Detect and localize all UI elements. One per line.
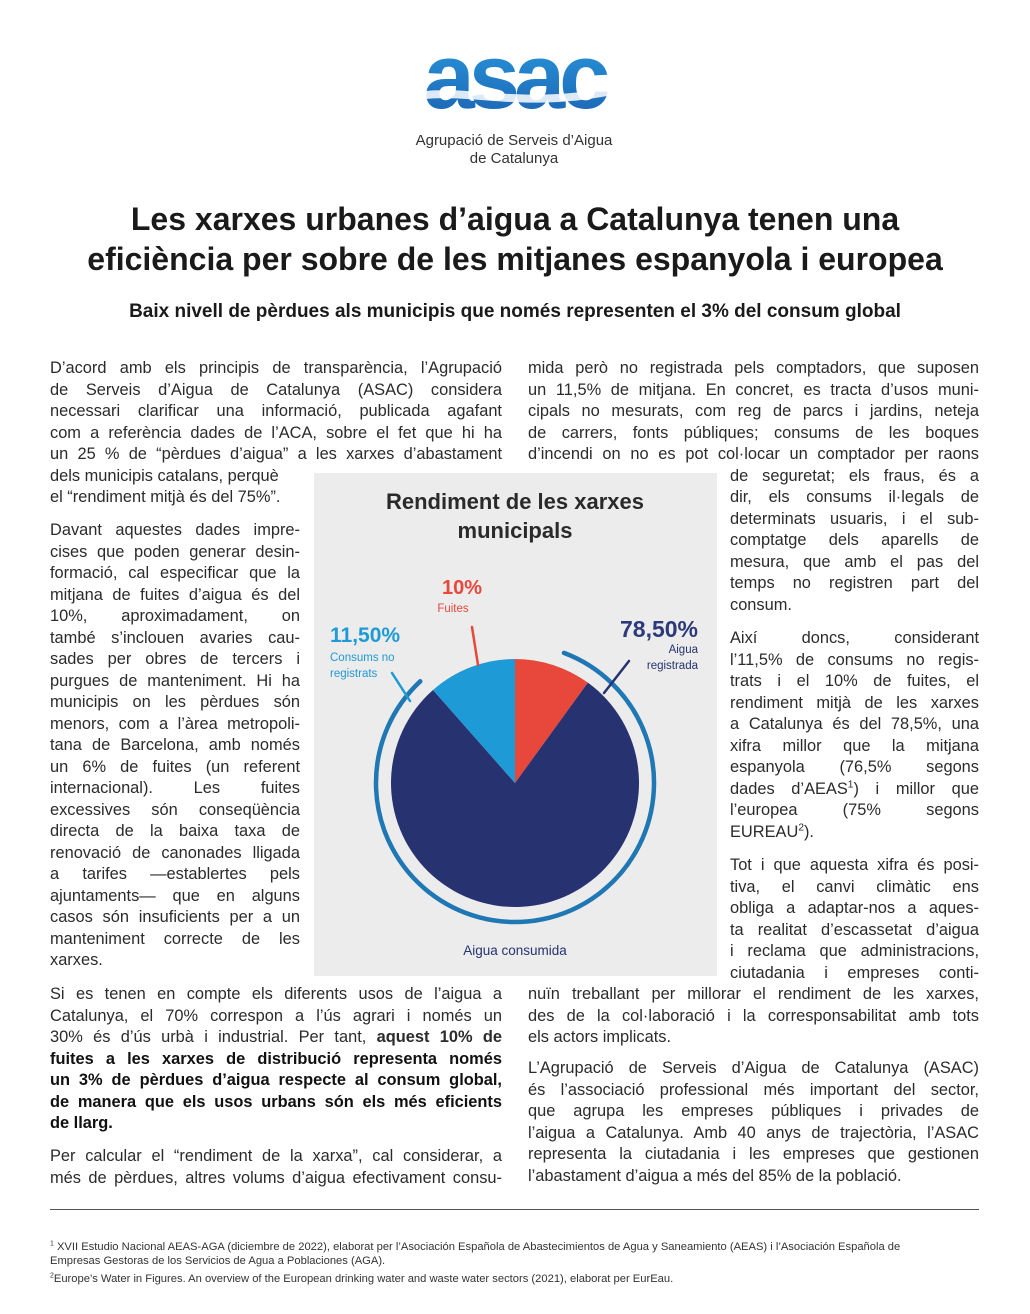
text-line: a tarifes —establertes pels bbox=[50, 865, 300, 883]
text-segment: ). bbox=[803, 823, 814, 841]
text-line: rendiment mitjà de les xarxes bbox=[730, 694, 979, 712]
page-subtitle: Baix nivell de pèrdues als municipis que només representen el 3% del consum global bbox=[129, 301, 901, 322]
text-line: el “rendiment mitjà és del 75%”. bbox=[50, 488, 281, 506]
text-line bbox=[730, 822, 979, 844]
footnote-1-line1 bbox=[50, 1240, 979, 1254]
text-line: formació, cal especificar que la bbox=[50, 564, 300, 582]
text-line: d’incendi on no es pot col·locar un comptador per raons bbox=[528, 445, 979, 463]
text-line: un 6% de fuites (un referent bbox=[50, 758, 300, 776]
text-line: consum. bbox=[730, 596, 792, 614]
text-line: de carrers, fonts públiques; consums de les boques bbox=[528, 424, 979, 442]
text-line: nuïn treballant per millorar el rendiment de les xarxes, bbox=[528, 985, 979, 1003]
text-line: ta realitat d’escassetat d’aigua bbox=[730, 921, 979, 939]
text-line: els actors implicats. bbox=[528, 1028, 672, 1046]
text-line: comptatge dels aparells de bbox=[730, 531, 979, 549]
text-line: D’acord amb els principis de transparència, l’Agrupació bbox=[50, 359, 502, 377]
text-line: Per calcular el “rendiment de la xarxa”, cal considerar, a bbox=[50, 1147, 502, 1165]
slice-name-label-fuites: Fuites bbox=[437, 603, 469, 615]
text-line: 10%, aproximadament, on bbox=[50, 607, 300, 625]
text-line: un 11,5% de mitjana. En concret, es tracta d’usos muni- bbox=[528, 381, 979, 399]
text-line: xifra millor que la mitjana bbox=[730, 737, 979, 755]
text-line: dels municipis catalans, perquè bbox=[50, 467, 279, 485]
footnote-ref: 2 bbox=[798, 822, 804, 834]
text-line: municipis on les pèrdues són bbox=[50, 693, 300, 711]
slice-value-label-consums: 11,50% bbox=[330, 624, 401, 647]
text-line: des de la col·laboració i la corresponsabilitat amb tots bbox=[528, 1007, 979, 1025]
footnote-text: XVII Estudio Nacional AEAS-AGA (diciembre de 2022), elaborat per l’Asociación Española de Abastecimientos de Agua y Saneamiento (AEAS) i l’Asociación Española de bbox=[56, 1241, 901, 1253]
text-line: Tot i que aquesta xifra és posi- bbox=[730, 856, 979, 874]
slice-name-label-consums-line2: registrats bbox=[330, 668, 378, 680]
text-line: cipals no mesurats, com reg de parcs i jardins, neteja bbox=[528, 402, 979, 420]
text-line: i reclama que administracions, bbox=[730, 942, 979, 960]
text-line: l’aigua a Catalunya. Amb 40 anys de trajectòria, l’ASAC bbox=[528, 1124, 979, 1142]
text-line: és l’associació professional més important del sector, bbox=[528, 1081, 979, 1099]
text-line: internacional). Les fuites bbox=[50, 779, 300, 797]
text-line: L’Agrupació de Serveis d’Aigua de Catalunya (ASAC) bbox=[528, 1059, 979, 1077]
text-line: tiva, el canvi climàtic ens bbox=[730, 878, 979, 896]
text-line: mida però no registrada pels comptadors, que suposen bbox=[528, 359, 979, 377]
text-line bbox=[50, 1027, 502, 1049]
text-line: representa la ciutadania i les empreses que gestionen bbox=[528, 1145, 979, 1163]
text-line: l’europea (75% segons bbox=[730, 801, 979, 819]
text-line: cises que poden generar desin- bbox=[50, 543, 300, 561]
text-line: temps no registren part del bbox=[730, 574, 979, 592]
logo-subtitle-line1: Agrupació de Serveis d’Aigua bbox=[415, 132, 613, 149]
text-line: casos són insuficients per a un bbox=[50, 908, 300, 926]
text-line: a Catalunya és del 78,5%, una bbox=[730, 715, 979, 733]
page-title-line2: eficiència per sobre de les mitjanes espanyola i europea bbox=[87, 241, 943, 277]
text-line: excessives són conseqüència bbox=[50, 801, 300, 819]
text-line: purgues de manteniment. Hi ha bbox=[50, 672, 300, 690]
logo-text: asac bbox=[423, 38, 605, 128]
leader-line-consums bbox=[392, 673, 410, 701]
text-line: de seguretat; els fraus, és a bbox=[730, 467, 979, 485]
text-line: menors, com a l’àrea metropoli- bbox=[50, 715, 300, 733]
footnote-1-line2: Empresas Gestoras de los Servicios de Agua a Poblaciones (AGA). bbox=[50, 1255, 386, 1267]
text-line: com a referència dades de l’ACA, sobre el fet que hi ha bbox=[50, 424, 502, 442]
text-line: més de pèrdues, altres volums d’aigua efectivament consu- bbox=[50, 1169, 502, 1187]
text-line: manteniment correcte de les bbox=[50, 930, 300, 948]
text-line: Davant aquestes dades impre- bbox=[50, 521, 300, 539]
footnote-number: 2 bbox=[50, 1272, 54, 1280]
text-line: ajuntaments— que en alguns bbox=[50, 887, 300, 905]
text-line: trats i el 10% de fuites, el bbox=[730, 672, 979, 690]
text-line: determinats usuaris, i el sub- bbox=[730, 510, 979, 528]
logo-subtitle-line2: de Catalunya bbox=[469, 150, 559, 167]
footnote-2 bbox=[50, 1272, 979, 1286]
text-line: Així doncs, considerant bbox=[730, 629, 979, 647]
bold-line: de manera que els usos urbans són els més eficients bbox=[50, 1093, 502, 1111]
bold-line: de llarg. bbox=[50, 1114, 113, 1132]
text-line: de Serveis d’Aigua de Catalunya (ASAC) considera bbox=[50, 381, 502, 399]
footnote-divider bbox=[50, 1209, 979, 1210]
chart-title-line1: Rendiment de les xarxes bbox=[385, 489, 645, 514]
text-line: sades per obres de tercers i bbox=[50, 650, 300, 668]
bold-segment: aquest 10% de bbox=[376, 1028, 502, 1046]
leader-line-fuites bbox=[472, 627, 478, 665]
ring-label: Aigua consumida bbox=[463, 943, 567, 958]
text-line: un 25 % de “pèrdues d’aigua” a les xarxes d’abastament bbox=[50, 445, 502, 463]
text-line: mesura, que amb el pas del bbox=[730, 553, 979, 571]
text-line: mitjana de fuites d’aigua és del bbox=[50, 586, 300, 604]
text-line: xarxes. bbox=[50, 951, 103, 969]
bold-line: un 3% de pèrdues d’aigua respecte al consum global, bbox=[50, 1071, 502, 1089]
text-segment: dades d’AEAS bbox=[730, 780, 848, 798]
text-segment: EUREAU bbox=[730, 823, 799, 841]
text-line: Si es tenen en compte els diferents usos de l’aigua a bbox=[50, 985, 502, 1003]
text-line: espanyola (76,5% segons bbox=[730, 758, 979, 776]
footnote-text: Europe’s Water in Figures. An overview of the European drinking water and waste water sectors (2021), elaborat per EurEau. bbox=[53, 1273, 674, 1285]
text-line: renovació de canonades lligada bbox=[50, 844, 300, 862]
text-line: també s’inclouen avaries cau- bbox=[50, 629, 300, 647]
chart-title-line2: municipals bbox=[457, 518, 573, 543]
slice-name-label-registrada-line2: registrada bbox=[646, 660, 698, 672]
text-line: dir, els consums il·legals de bbox=[730, 488, 979, 506]
text-line: necessari clarificar una informació, publicada agafant bbox=[50, 402, 502, 420]
text-segment: ) i millor que bbox=[853, 780, 979, 798]
page-title-line1: Les xarxes urbanes d’aigua a Catalunya tenen una bbox=[130, 201, 900, 237]
footnote-number: 1 bbox=[50, 1240, 54, 1248]
text-line: l’11,5% de consums no regis- bbox=[730, 651, 979, 669]
bold-line: fuites a les xarxes de distribució representa només bbox=[50, 1050, 502, 1068]
text-line: obliga a adaptar-nos a aques- bbox=[730, 899, 979, 917]
text-line bbox=[730, 779, 979, 801]
slice-value-label-registrada: 78,50% bbox=[619, 616, 698, 642]
text-segment: 30% és d’ús urbà i industrial. Per tant, bbox=[50, 1028, 367, 1046]
chart-panel bbox=[314, 473, 717, 976]
slice-value-label-fuites: 10% bbox=[441, 577, 483, 599]
text-line: Catalunya, el 70% correspon a l’ús agrari i només un bbox=[50, 1007, 502, 1025]
text-line: l’abastament d’aigua a més del 85% de la població. bbox=[528, 1167, 902, 1185]
text-line: ciutadania i empreses conti- bbox=[730, 964, 979, 982]
slice-name-label-registrada-line1: Aigua bbox=[668, 644, 698, 656]
text-line: directa de la baixa taxa de bbox=[50, 822, 300, 840]
slice-name-label-consums-line1: Consums no bbox=[330, 652, 395, 664]
text-line: que agrupa les empreses públiques i privades de bbox=[528, 1102, 979, 1120]
pie-chart bbox=[314, 473, 717, 976]
text-line: tana de Barcelona, amb només bbox=[50, 736, 300, 754]
footnote-ref: 1 bbox=[847, 779, 854, 791]
